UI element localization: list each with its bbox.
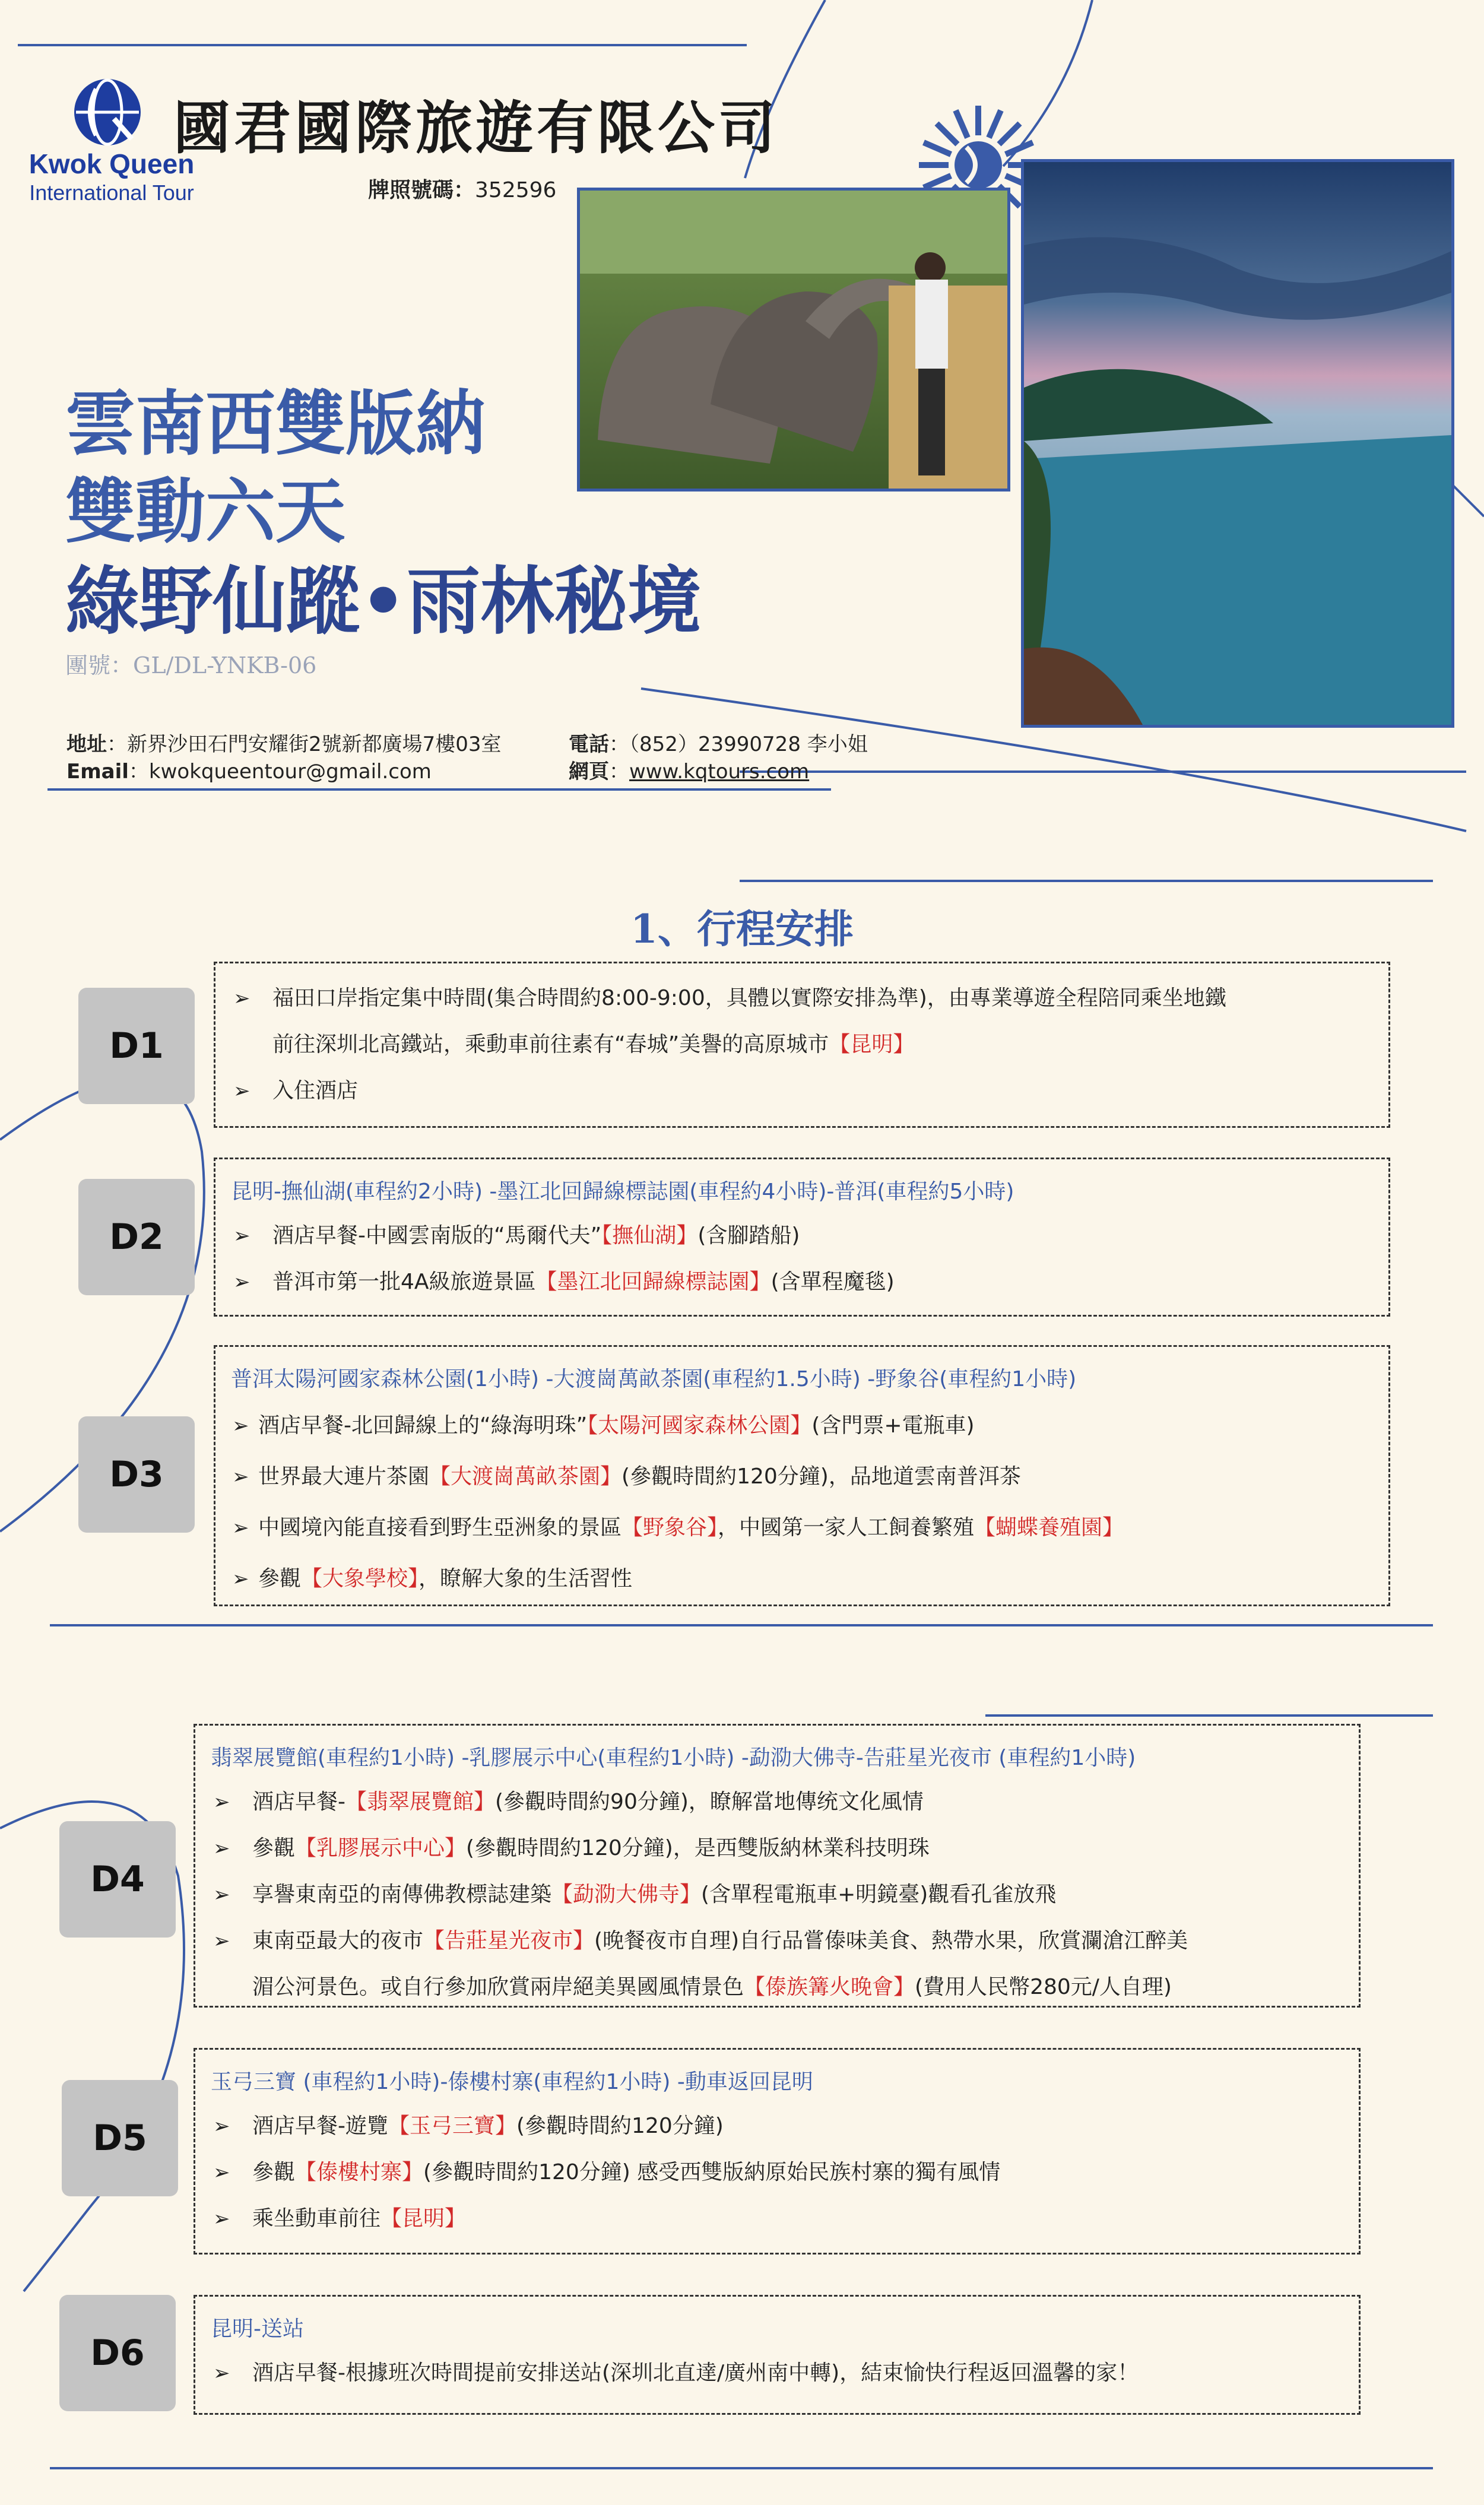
license-value: 352596 xyxy=(475,178,557,202)
item-text: (參觀時間約120分鐘) xyxy=(516,2114,724,2138)
day-tag-d3: D3 xyxy=(78,1416,195,1533)
item-text: 酒店早餐- xyxy=(252,1790,345,1814)
day-route: 玉弓三寶 (車程約1小時)-傣樓村寨(車程約1小時) -動車返回昆明 xyxy=(211,2070,813,2094)
list-item xyxy=(231,1451,1373,1502)
list-item xyxy=(231,1553,1373,1605)
day-tag-d6: D6 xyxy=(59,2295,176,2411)
item-text: (含單程電瓶車+明鏡臺)觀看孔雀放飛 xyxy=(701,1882,1057,1907)
item-text: 世界最大連片茶園 xyxy=(258,1464,430,1489)
item-text: ，瞭解大象的生活習性 xyxy=(418,1567,633,1591)
day-route: 昆明-送站 xyxy=(211,2317,304,2341)
day-route: 翡翠展覽館(車程約1小時) -乳膠展示中心(車程約1小時) -勐泐大佛寺-告莊星光夜市 (車程約1小時) xyxy=(211,1746,1136,1770)
item-text: ，中國第一家人工飼養繁殖 xyxy=(718,1515,975,1540)
list-item xyxy=(211,1779,1343,1825)
email-label: Email xyxy=(66,760,129,784)
list-item xyxy=(211,1964,1343,2011)
list-item xyxy=(211,2350,1343,2396)
highlight: 【太陽河國家森林公園】 xyxy=(587,1413,812,1438)
website-link[interactable]: www.kqtours.com xyxy=(629,760,810,784)
list-item xyxy=(231,975,1373,1022)
license-label: 牌照號碼： xyxy=(368,178,475,202)
item-text: 普洱市第一批4A級旅遊景區 xyxy=(272,1270,536,1294)
day-box-d1 xyxy=(214,962,1390,1128)
highlight: 【告莊星光夜市】 xyxy=(423,1929,595,1953)
address-value: ：新界沙田石門安耀街2號新都廣場7樓03室 xyxy=(107,733,502,756)
tour-title-line1: 雲南西雙版納 xyxy=(65,382,486,465)
highlight: 【野象谷】 xyxy=(621,1515,718,1540)
item-text: (含腳踏船) xyxy=(697,1223,800,1248)
tour-title-line2: 雙動六天 xyxy=(65,470,346,553)
highlight: 【大象學校】 xyxy=(301,1567,419,1591)
phone-value: ：（852）23990728 李小姐 xyxy=(609,733,868,756)
highlight: 【昆明】 xyxy=(829,1032,915,1057)
item-text: 參觀 xyxy=(258,1567,302,1591)
address-label: 地址 xyxy=(66,733,107,756)
highlight: 【勐泐大佛寺】 xyxy=(551,1882,702,1907)
arrow-bullet-icon: ➢ xyxy=(233,1224,250,1248)
phone xyxy=(569,728,868,757)
arrow-bullet-icon: ➢ xyxy=(233,1270,250,1294)
item-text: (參觀時間約120分鐘) 感受西雙版納原始民族村寨的獨有風情 xyxy=(423,2160,1001,2184)
tour-title-line3: 綠野仙蹤•雨林秘境 xyxy=(65,559,702,645)
logo-text-line1: Kwok Queen xyxy=(28,148,195,179)
item-text: 中國境內能直接看到野生亞洲象的景區 xyxy=(258,1515,622,1540)
item-text: 參觀 xyxy=(252,2160,296,2184)
item-text: (費用人民幣280元/人自理) xyxy=(915,1975,1172,1999)
list-item xyxy=(211,2196,1343,2242)
item-text: 酒店早餐-遊覽 xyxy=(252,2114,388,2138)
arrow-bullet-icon: ➢ xyxy=(232,1414,249,1438)
highlight: 【傣族篝火晚會】 xyxy=(744,1975,915,1999)
item-text: 入住酒店 xyxy=(272,1079,359,1103)
logo-text-line2: International Tour xyxy=(29,180,194,205)
email-value: ：kwokqueentour@gmail.com xyxy=(128,760,432,784)
arrow-bullet-icon: ➢ xyxy=(232,1567,249,1591)
day-box-d2 xyxy=(214,1158,1390,1317)
highlight: 【乳膠展示中心】 xyxy=(295,1836,467,1860)
address xyxy=(66,728,502,757)
lake-sunset-photo xyxy=(1021,159,1454,728)
item-text: 前往深圳北高鐵站，乘動車前往素有“春城”美譽的高原城市 xyxy=(272,1032,829,1057)
item-text: (參觀時間約120分鐘)，是西雙版納林業科技明珠 xyxy=(466,1836,930,1860)
section-title: 1、行程安排 xyxy=(630,906,854,952)
website xyxy=(569,755,809,784)
highlight: 【大渡崗萬畝茶園】 xyxy=(429,1464,622,1489)
list-item xyxy=(231,1400,1373,1451)
arrow-bullet-icon: ➢ xyxy=(213,1929,230,1953)
company-name: 國君國際旅遊有限公司 xyxy=(173,95,779,161)
item-text: 享譽東南亞的南傳佛教標誌建築 xyxy=(252,1882,552,1907)
item-text: 乘坐動車前往 xyxy=(252,2206,381,2231)
item-text: (含門票+電瓶車) xyxy=(811,1413,975,1438)
day-tag-d1: D1 xyxy=(78,988,195,1104)
day-box-d4 xyxy=(194,1724,1361,2008)
arrow-bullet-icon: ➢ xyxy=(213,2161,230,2184)
day-box-d3 xyxy=(214,1345,1390,1606)
arrow-bullet-icon: ➢ xyxy=(213,2114,230,2138)
highlight: 【翡翠展覽館】 xyxy=(345,1790,496,1814)
day-box-d6 xyxy=(194,2295,1361,2415)
list-item xyxy=(211,1918,1343,1964)
email xyxy=(66,755,432,784)
highlight: 【傣樓村寨】 xyxy=(295,2160,424,2184)
arrow-bullet-icon: ➢ xyxy=(233,1079,250,1103)
list-item xyxy=(231,1213,1373,1259)
list-item xyxy=(231,1068,1373,1114)
item-text: 東南亞最大的夜市 xyxy=(252,1929,424,1953)
item-text: 參觀 xyxy=(252,1836,296,1860)
tour-title xyxy=(65,380,701,648)
web-sep: ： xyxy=(609,760,629,784)
license-number xyxy=(368,173,556,204)
day-tag-d2: D2 xyxy=(78,1179,195,1295)
day-route: 普洱太陽河國家森林公園(1小時) -大渡崗萬畝茶園(車程約1.5小時) -野象谷(車程約1小時) xyxy=(231,1367,1077,1391)
highlight: 【昆明】 xyxy=(380,2206,467,2231)
arrow-bullet-icon: ➢ xyxy=(213,1837,230,1860)
list-item xyxy=(211,2103,1343,2149)
item-text: 酒店早餐-根據班次時間提前安排送站(深圳北直達/廣州南中轉)，結束愉快行程返回溫馨的家！ xyxy=(252,2361,1139,2385)
item-text: 酒店早餐-中國雲南版的“馬爾代夫” xyxy=(272,1223,602,1248)
list-item xyxy=(211,1872,1343,1918)
arrow-bullet-icon: ➢ xyxy=(233,987,250,1010)
item-text: (晚餐夜市自理)自行品嘗傣味美食、熱帶水果，欣賞瀾滄江醉美 xyxy=(594,1929,1188,1953)
list-item xyxy=(231,1259,1373,1305)
list-item xyxy=(231,1022,1373,1068)
arrow-bullet-icon: ➢ xyxy=(232,1465,249,1489)
arrow-bullet-icon: ➢ xyxy=(213,1790,230,1814)
item-text: (含單程魔毯) xyxy=(770,1270,895,1294)
day-route: 昆明-撫仙湖(車程約2小時) -墨江北回歸線標誌園(車程約4小時)-普洱(車程約5小時) xyxy=(231,1179,1014,1204)
day-tag-d4: D4 xyxy=(59,1821,176,1938)
list-item xyxy=(211,1825,1343,1872)
tour-number: 團號：GL/DL-YNKB-06 xyxy=(65,652,317,678)
day-box-d5 xyxy=(194,2048,1361,2254)
item-text: 福田口岸指定集中時間(集合時間約8:00-9:00，具體以實際安排為準)，由專業導遊全程陪同乘坐地鐵 xyxy=(272,986,1226,1010)
arrow-bullet-icon: ➢ xyxy=(232,1516,249,1540)
arrow-bullet-icon: ➢ xyxy=(213,2207,230,2231)
highlight: 【墨江北回歸線標誌園】 xyxy=(535,1270,771,1294)
highlight: 【玉弓三寶】 xyxy=(388,2114,517,2138)
highlight: 【蝴蝶養殖園】 xyxy=(974,1515,1124,1540)
phone-label: 電話 xyxy=(569,733,609,756)
company-logo-icon xyxy=(72,77,142,147)
item-text: (參觀時間約120分鐘)，品地道雲南普洱茶 xyxy=(621,1464,1021,1489)
list-item xyxy=(211,2149,1343,2196)
web-label: 網頁 xyxy=(569,760,609,784)
highlight: 【撫仙湖】 xyxy=(601,1223,698,1248)
arrow-bullet-icon: ➢ xyxy=(213,2361,230,2385)
arrow-bullet-icon: ➢ xyxy=(213,1883,230,1907)
item-text: (參觀時間約90分鐘)，瞭解當地傳统文化風情 xyxy=(495,1790,924,1814)
day-tag-d5: D5 xyxy=(62,2080,178,2196)
list-item xyxy=(231,1502,1373,1553)
item-text: 酒店早餐-北回歸線上的“綠海明珠” xyxy=(258,1413,588,1438)
item-text: 湄公河景色。或自行參加欣賞兩岸絕美異國風情景色 xyxy=(252,1975,744,1999)
